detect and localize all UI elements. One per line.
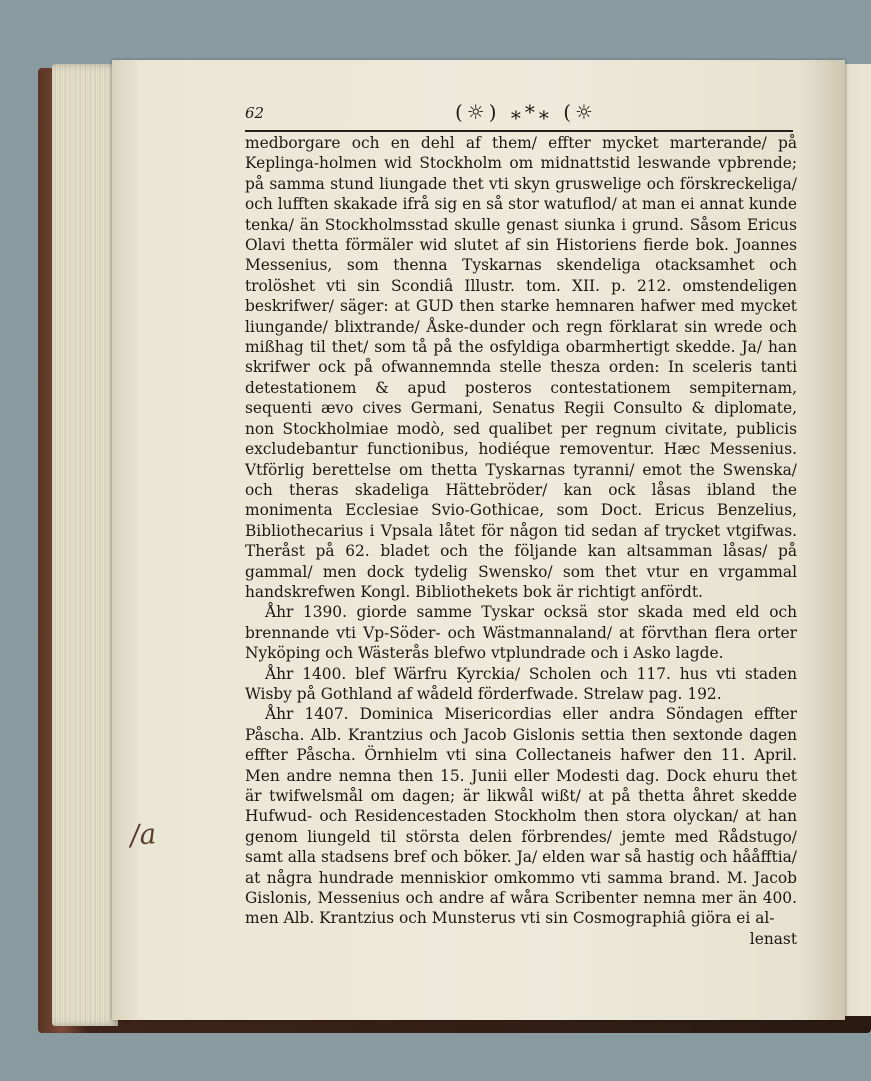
paragraph: medborgare och en dehl af them/ effter mycket marterande/ på Keplinga-holmen wid Stockholm om midnattstid leswande vpbrende; på samma stund liungade thet vti skyn gruswelige och förskreckeliga/ och lufften skakade ifrå sig en så stor watuflod/ at man ei annat kunde tenka/ än Stockholmsstad skulle genast siunka i grund. Såsom Ericus Olavi thetta förmäler wid slutet af sin Historiens fierde bok. Joannes Messenius, som thenna Tyskarnas skendeliga otacksamhet och trolöshet vti sin Scondiâ Illustr. tom. XII. p. 212. omstendeligen beskrifwer/ säger: at GUD then starke hemnaren hafwer med mycket liungande/ blixtrande/ Åske-dunder och regn förklarat sin wrede och mißhag til thet/ som tå på the osfyldiga obarmhertigt skedde. Ja/ han skrifwer ock på ofwannemnda stelle thesza orden: In sceleris tanti detestationem & apud posteros contestationem sempiternam, sequenti ævo cives Germani, Senatus Regii Consulto & diplomate, non Stockholmiae modò, sed qualibet per regnum civitate, publicis excludebantur functionibus, hodiéque removentur. Hæc Messenius. Vtförlig berettelse om thetta Tyskarnas tyranni/ emot the Swenska/ och theras skadeliga Hättebröder/ kan ock låsas ibland the monimenta Ecclesiae Svio-Gothicae, som Doct. Ericus Benzelius, Bibliothecarius i Vpsala låtet för någon tid sedan af trycket vtgifwas. Theråst på 62. bladet och the följande kan altsamman låsas/ på gammal/ men dock tydelig Swensko/ som thet vtur en vrgammal handskrefwen Kongl. Bibliothekets bok är richtigt anfördt. — [245, 134, 797, 601]
page-text — [245, 133, 797, 949]
paragraph: Åhr 1390. giorde samme Tyskar ocksä stor skada med eld och brennande vti Vp-Söder- och Wästmannaland/ at förvthan flera orter Nyköping och Wästerås blefwo vtplundrade och i Asko lagde. — [245, 603, 797, 663]
page-edges — [52, 64, 118, 1026]
handwritten-margin-note: /a — [128, 817, 158, 852]
catchword: lenast — [749, 929, 797, 948]
paragraph: Åhr 1407. Dominica Misericordias eller andra Söndagen effter Påscha. Alb. Krantzius och Jacob Gislonis settia then sextonde dagen effter Påscha. Örnhielm vti sina Collectaneis hafwer den 11. April. Men andre nemna then 15. Junii eller Modesti dag. Dock ehuru thet är twifwelsmål om dagen; är likwål wißt/ at på thetta åhret skedde Hufwud- och Residencestaden Stockholm then stora olyckan/ at han genom liungeld til största delen förbrendes/ jemte med Rådstugo/ samt alla stadsens bref och böker. Ja/ elden war så hastig och hååfftia/ at några hundrade menniskior omkommo vti samma brand. M. Jacob Gislonis, Messenius och andre af wåra Scribenter nemna mer än 400. men Alb. Krantzius och Munsterus vti sin Cosmographiâ giöra ei al- — [245, 705, 797, 928]
header-rule — [245, 130, 793, 132]
paragraph: Åhr 1400. blef Wärfru Kyrckia/ Scholen och 117. hus vti staden Wisby på Gothland af wådeld förderfwade. Strelaw pag. 192. — [245, 664, 797, 703]
header-ornament: (☼) ⁎*⁎ (☼ — [455, 100, 597, 124]
page-number: 62 — [245, 104, 265, 122]
page-header — [245, 100, 795, 130]
